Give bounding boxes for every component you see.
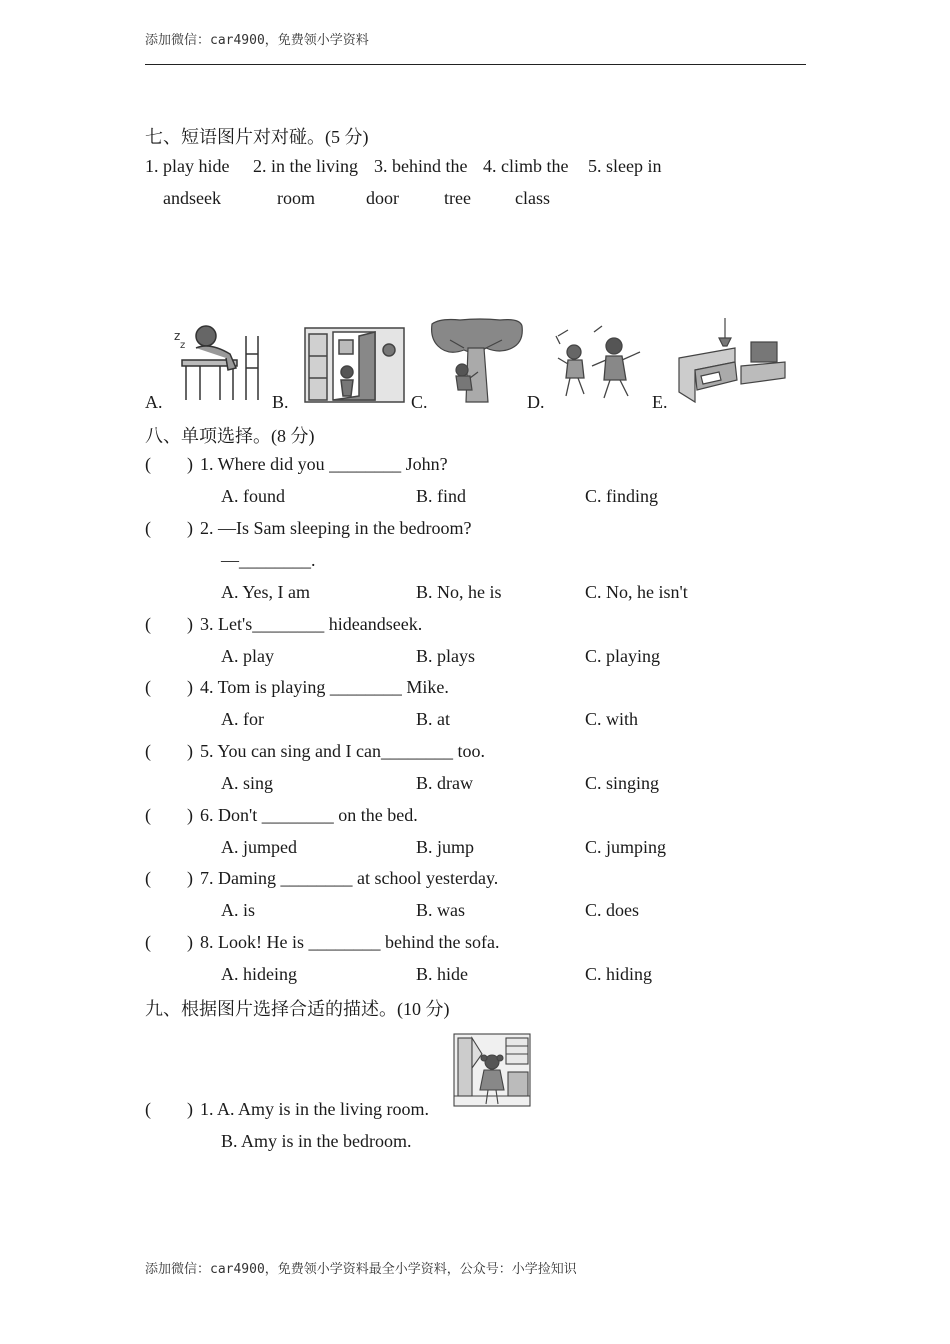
option-a: A. hideing: [221, 964, 297, 984]
option-b: B. jump: [416, 837, 475, 857]
option-a: A. play: [221, 646, 274, 666]
section7-title: 七、短语图片对对碰。(5 分): [145, 127, 369, 147]
picture-label-b: B.: [272, 392, 289, 412]
phrase-2-line1: 2. in the living: [253, 156, 358, 176]
option-a: A. found: [221, 486, 285, 506]
living-room-sofa-tv-icon: [675, 318, 787, 406]
answer-paren-close: ): [187, 454, 193, 474]
phrase-5-line2: class: [515, 188, 550, 208]
option-b: B. draw: [416, 773, 473, 793]
girl-in-room-icon: [452, 1032, 532, 1108]
question-text: 1. Where did you ________ John?: [200, 454, 448, 474]
page-header: 添加微信：car4900，免费领小学资料: [145, 33, 369, 48]
answer-paren-close: ): [187, 932, 193, 952]
question-text: 3. Let's________ hideandseek.: [200, 614, 423, 634]
picture-label-a: A.: [145, 392, 163, 412]
option-c: C. jumping: [585, 837, 667, 857]
option-c: C. No, he isn't: [585, 582, 688, 602]
answer-paren-open: (: [145, 1099, 151, 1119]
option-b: B. No, he is: [416, 582, 502, 602]
answer-paren-close: ): [187, 677, 193, 697]
option-a: A. jumped: [221, 837, 297, 857]
answer-paren-open: (: [145, 454, 151, 474]
option-c: C. finding: [585, 486, 659, 506]
option-a: A. sing: [221, 773, 274, 793]
answer-paren-close: ): [187, 1099, 193, 1119]
children-playing-hide-and-seek-icon: [554, 322, 646, 402]
option-a: A. is: [221, 900, 256, 920]
option-b: B. hide: [416, 964, 468, 984]
page-footer: 添加微信：car4900，免费领小学资料最全小学资料，公众号：小学捡知识: [145, 1262, 577, 1277]
section9-title: 九、根据图片选择合适的描述。(10 分): [145, 999, 450, 1019]
answer-paren-open: (: [145, 614, 151, 634]
answer-paren-close: ): [187, 741, 193, 761]
phrase-4-line1: 4. climb the: [483, 156, 569, 176]
phrase-2-line2: room: [277, 188, 315, 208]
picture-label-c: C.: [411, 392, 428, 412]
question-text: 2. —Is Sam sleeping in the bedroom?: [200, 518, 472, 538]
answer-line: —________.: [221, 550, 316, 570]
phrase-1-line2: andseek: [163, 188, 221, 208]
phrase-5-line1: 5. sleep in: [588, 156, 662, 176]
answer-paren-open: (: [145, 741, 151, 761]
option-b: B. was: [416, 900, 465, 920]
answer-paren-close: ): [187, 868, 193, 888]
option-b: B. find: [416, 486, 467, 506]
header-rule: [145, 64, 806, 65]
door-room-icon: [303, 326, 406, 404]
option-c: C. does: [585, 900, 639, 920]
svg-text:z: z: [174, 329, 181, 343]
option-b: B. plays: [416, 646, 476, 666]
answer-paren-open: (: [145, 805, 151, 825]
answer-paren-open: (: [145, 518, 151, 538]
question-text: 5. You can sing and I can________ too.: [200, 741, 485, 761]
option-c: C. singing: [585, 773, 660, 793]
question-text: 4. Tom is playing ________ Mike.: [200, 677, 449, 697]
picture-label-e: E.: [652, 392, 668, 412]
svg-text:z: z: [180, 340, 186, 351]
answer-paren-open: (: [145, 677, 151, 697]
boy-climbing-tree-icon: [430, 318, 524, 403]
option-c: C. with: [585, 709, 639, 729]
phrase-3-line2: door: [366, 188, 399, 208]
option-c: C. hiding: [585, 964, 653, 984]
answer-paren-open: (: [145, 868, 151, 888]
question-text: 7. Daming ________ at school yesterday.: [200, 868, 499, 888]
picture-label-d: D.: [527, 392, 545, 412]
question-text: 1. A. Amy is in the living room.: [200, 1099, 430, 1119]
option-b: B. Amy is in the bedroom.: [221, 1131, 412, 1151]
phrase-4-line2: tree: [444, 188, 471, 208]
answer-paren-close: ): [187, 518, 193, 538]
option-c: C. playing: [585, 646, 660, 666]
section8-title: 八、单项选择。(8 分): [145, 426, 315, 446]
student-sleeping-at-desk-icon: [170, 318, 265, 403]
option-a: A. for: [221, 709, 264, 729]
question-text: 8. Look! He is ________ behind the sofa.: [200, 932, 500, 952]
answer-paren-close: ): [187, 614, 193, 634]
phrase-3-line1: 3. behind the: [374, 156, 468, 176]
phrase-1-line1: 1. play hide: [145, 156, 230, 176]
answer-paren-open: (: [145, 932, 151, 952]
option-b: B. at: [416, 709, 450, 729]
question-text: 6. Don't ________ on the bed.: [200, 805, 418, 825]
answer-paren-close: ): [187, 805, 193, 825]
option-a: A. Yes, I am: [221, 582, 311, 602]
